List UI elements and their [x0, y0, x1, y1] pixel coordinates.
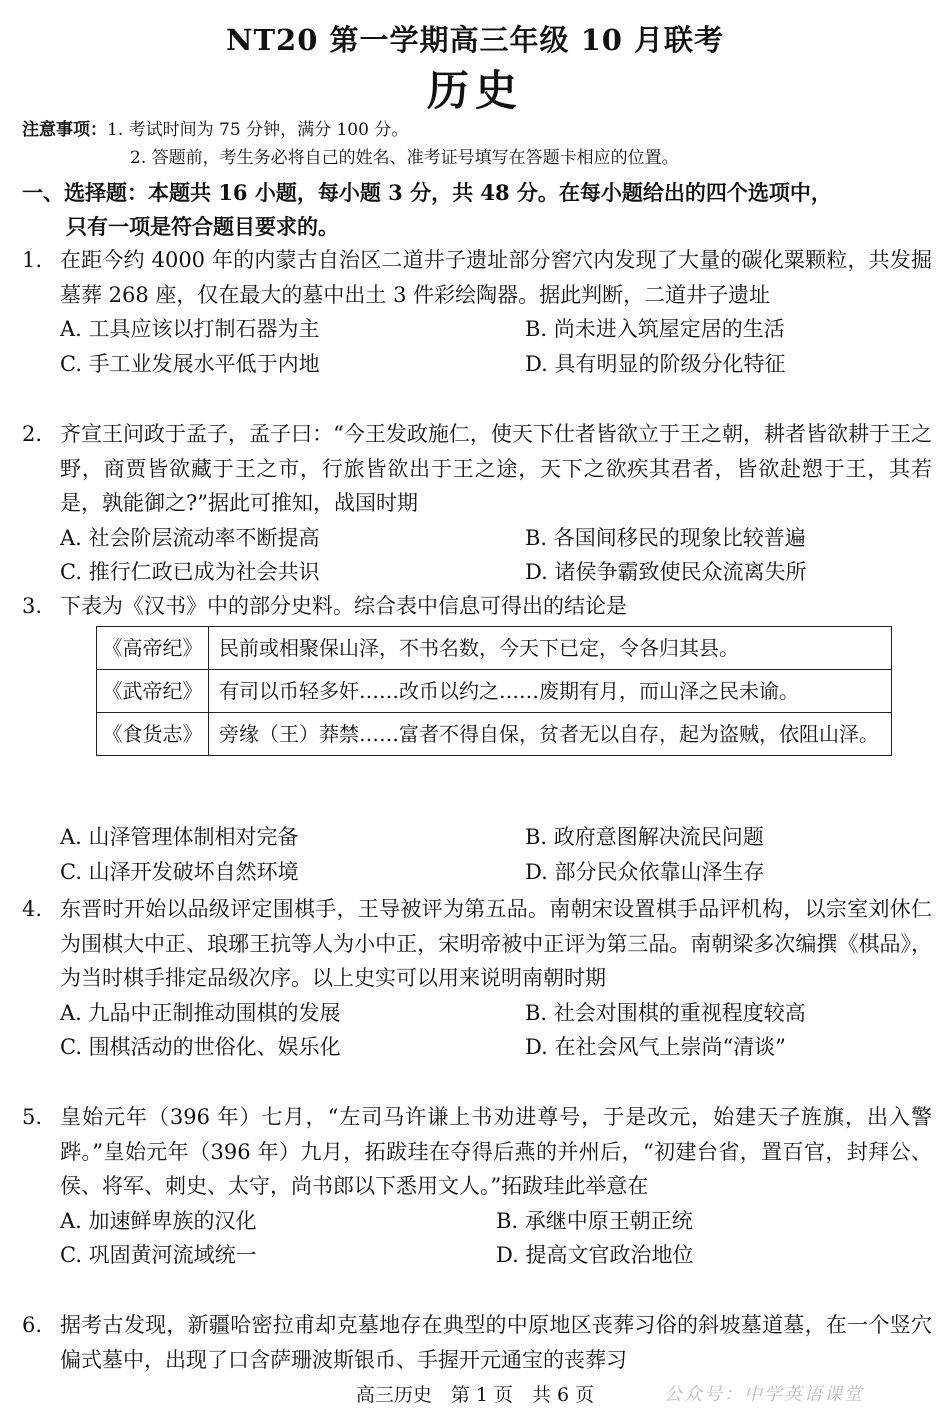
content-cell: 有司以币轻多奸……改币以约之……废期有月，而山泽之民未谕。	[209, 670, 892, 713]
exam-title: NT20 第一学期高三年级 10 月联考	[225, 23, 725, 57]
question-stem: 下表为《汉书》中的部分史料。综合表中信息可得出的结论是	[60, 594, 627, 618]
option-a: A. 九品中正制推动围棋的发展	[60, 1000, 341, 1025]
subject-title: 历史	[426, 66, 523, 115]
option-a: A. 社会阶层流动率不断提高	[60, 525, 320, 550]
content-cell: 民前或相聚保山泽，不书名数，今天下已定，令各归其县。	[209, 627, 892, 670]
source-cell: 《高帝纪》	[97, 627, 209, 670]
source-cell: 《食货志》	[97, 713, 209, 756]
notice-line-1	[22, 116, 932, 144]
option-b: B. 尚未进入筑屋定居的生活	[525, 317, 785, 341]
section-heading	[22, 176, 932, 244]
question-number: 3.	[22, 594, 43, 618]
question-number: 2.	[22, 422, 43, 446]
option-a: A. 工具应该以打制石器为主	[60, 317, 320, 341]
question-3	[22, 589, 932, 624]
content-cell: 旁缘（王）莽禁……富者不得自保，贫者无以自存，起为盗贼，依阻山泽。	[209, 713, 892, 756]
option-c: C. 推行仁政已成为社会共识	[60, 560, 320, 584]
source-cell: 《武帝纪》	[97, 670, 209, 713]
option-d: D. 在社会风气上崇尚“清谈”	[525, 1035, 786, 1059]
options	[60, 1204, 932, 1273]
question-1	[22, 243, 932, 381]
question-3-options	[22, 820, 932, 889]
history-source-table	[96, 626, 892, 756]
option-c: C. 山泽开发破坏自然环境	[60, 859, 299, 884]
question-stem: 在距今约 4000 年的内蒙古自治区二道井子遗址部分窖穴内发现了大量的碳化粟颗粒，共发掘墓葬 268 座，仅在最大的墓中出土 3 件彩绘陶器。据此判断，二道井子遗址	[60, 248, 932, 307]
question-2	[22, 417, 932, 590]
notice-item-1: 1. 考试时间为 75 分钟，满分 100 分。	[107, 120, 409, 140]
option-d: D. 具有明显的阶级分化特征	[525, 351, 786, 376]
question-number: 4.	[22, 897, 43, 921]
option-b: B. 各国间移民的现象比较普遍	[525, 525, 806, 550]
question-number: 6.	[22, 1313, 43, 1337]
notice-item-2: 2. 答题前，考生务必将自己的姓名、准考证号填写在答题卡相应的位置。	[130, 148, 679, 168]
table-row	[97, 713, 892, 756]
option-d: D. 诸侯争霸致使民众流离失所	[525, 560, 807, 584]
question-6	[22, 1308, 932, 1377]
page-footer: 高三历史 第 1 页 共 6 页	[355, 1384, 595, 1406]
question-stem: 东晋时开始以品级评定围棋手，王导被评为第五品。南朝宋设置棋手品评机构，以宗室刘休仁为围棋大中正、琅琊王抗等人为小中正，宋明帝被中正评为第三品。南朝梁多次编撰《棋品》，为当时棋手排定品级次序。以上史实可以用来说明南朝时期	[60, 897, 932, 990]
question-5	[22, 1100, 932, 1273]
question-stem: 齐宣王问政于孟子，孟子曰：“今王发政施仁，使天下仕者皆欲立于王之朝，耕者皆欲耕于王之野，商贾皆欲藏于王之市，行旅皆欲出于王之途，天下之欲疾其君者，皆欲赴愬于王，其若是，孰能御之?”据此可推知，战国时期	[60, 422, 932, 515]
option-b: B. 政府意图解决流民问题	[525, 825, 764, 849]
options	[60, 521, 932, 590]
option-d: D. 部分民众依靠山泽生存	[525, 859, 765, 884]
option-c: C. 巩固黄河流域统一	[60, 1243, 257, 1267]
table-row	[97, 670, 892, 713]
question-number: 5.	[22, 1105, 43, 1129]
section-line-1: 一、选择题：本题共 16 小题，每小题 3 分，共 48 分。在每小题给出的四个选项中，	[22, 180, 832, 205]
option-c: C. 围棋活动的世俗化、娱乐化	[60, 1035, 341, 1059]
option-c: C. 手工业发展水平低于内地	[60, 351, 320, 376]
question-stem: 皇始元年（396 年）七月，“左司马许谦上书劝进尊号，于是改元，始建天子旌旗，出入警跸。”皇始元年（396 年）九月，拓跋珪在夺得后燕的并州后，“初建台省，置百官，封拜公、侯、将军、刺史、太守，尚书郎以下悉用文人。”拓跋珪此举意在	[60, 1105, 932, 1198]
option-d: D. 提高文官政治地位	[496, 1243, 694, 1267]
notice-label: 注意事项：	[22, 120, 107, 140]
options	[60, 312, 932, 381]
section-line-2: 只有一项是符合题目要求的。	[66, 214, 339, 239]
watermark-text: 公众号：中学英语课堂	[664, 1384, 864, 1405]
option-b: B. 承继中原王朝正统	[496, 1208, 693, 1233]
options	[60, 996, 932, 1065]
table-row	[97, 627, 892, 670]
question-4	[22, 892, 932, 1065]
option-a: A. 山泽管理体制相对完备	[60, 825, 299, 849]
question-number: 1.	[22, 248, 43, 272]
notice-block	[22, 116, 932, 172]
option-b: B. 社会对围棋的重视程度较高	[525, 1000, 806, 1025]
option-a: A. 加速鲜卑族的汉化	[60, 1208, 257, 1233]
options	[60, 820, 932, 889]
question-stem: 据考古发现，新疆哈密拉甫却克墓地存在典型的中原地区丧葬习俗的斜坡墓道墓，在一个竖穴偏式墓中，出现了口含萨珊波斯银币、手握开元通宝的丧葬习	[60, 1313, 932, 1372]
